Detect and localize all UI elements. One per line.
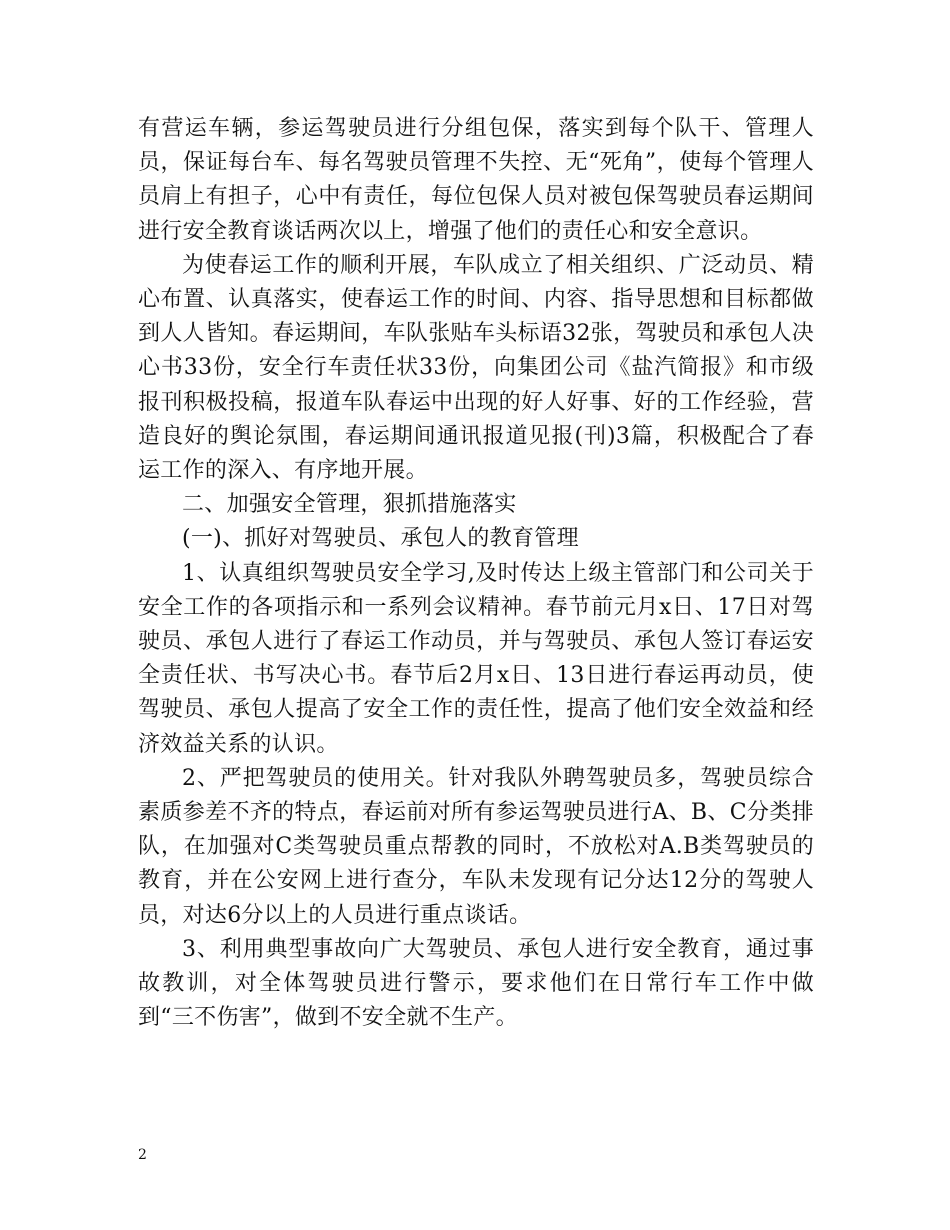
paragraph-item-3: 3、利用典型事故向广大驾驶员、承包人进行安全教育，通过事故教训，对全体驾驶员进行警示，要求他们在日常行车工作中做到“三不伤害”，做到不安全就不生产。: [138, 936, 814, 1031]
paragraph-continuation: 有营运车辆，参运驾驶员进行分组包保，落实到每个队干、管理人员，保证每台车、每名驾驶员管理不失控、无“死角”，使每个管理人员肩上有担子，心中有责任，每位包保人员对被包保驾驶员春运期间进行安全教育谈话两次以上，增强了他们的责任心和安全意识。: [138, 116, 814, 244]
page-number: 2: [138, 1147, 147, 1163]
paragraph-organization: 为使春运工作的顺利开展，车队成立了相关组织、广泛动员、精心布置、认真落实，使春运工作的时间、内容、指导思想和目标都做到人人皆知。春运期间，车队张贴车头标语32张，驾驶员和承包人决心书33份，安全行车责任状33份，向集团公司《盐汽简报》和市级报刊积极投稿，报道车队春运中出现的好人好事、好的工作经验，营造良好的舆论氛围，春运期间通讯报道见报(刊)3篇，积极配合了春运工作的深入、有序地开展。: [138, 252, 814, 484]
paragraph-item-1: 1、认真组织驾驶员安全学习,及时传达上级主管部门和公司关于安全工作的各项指示和一系列会议精神。春节前元月x日、17日对驾驶员、承包人进行了春运工作动员，并与驾驶员、承包人签订春运安全责任状、书写决心书。春节后2月x日、13日进行春运再动员，使驾驶员、承包人提高了安全工作的责任性，提高了他们安全效益和经济效益关系的认识。: [138, 560, 814, 757]
section-heading: 二、加强安全管理，狠抓措施落实: [182, 492, 517, 518]
document-body: [138, 112, 814, 1035]
paragraph-item-2: 2、严把驾驶员的使用关。针对我队外聘驾驶员多，驾驶员综合素质参差不齐的特点，春运前对所有参运驾驶员进行A、B、C分类排队，在加强对C类驾驶员重点帮教的同时，不放松对A.B类驾驶员的教育，并在公安网上进行查分，车队未发现有记分达12分的驾驶人员，对达6分以上的人员进行重点谈话。: [138, 765, 814, 928]
subsection-heading: (一)、抓好对驾驶员、承包人的教育管理: [182, 526, 579, 552]
